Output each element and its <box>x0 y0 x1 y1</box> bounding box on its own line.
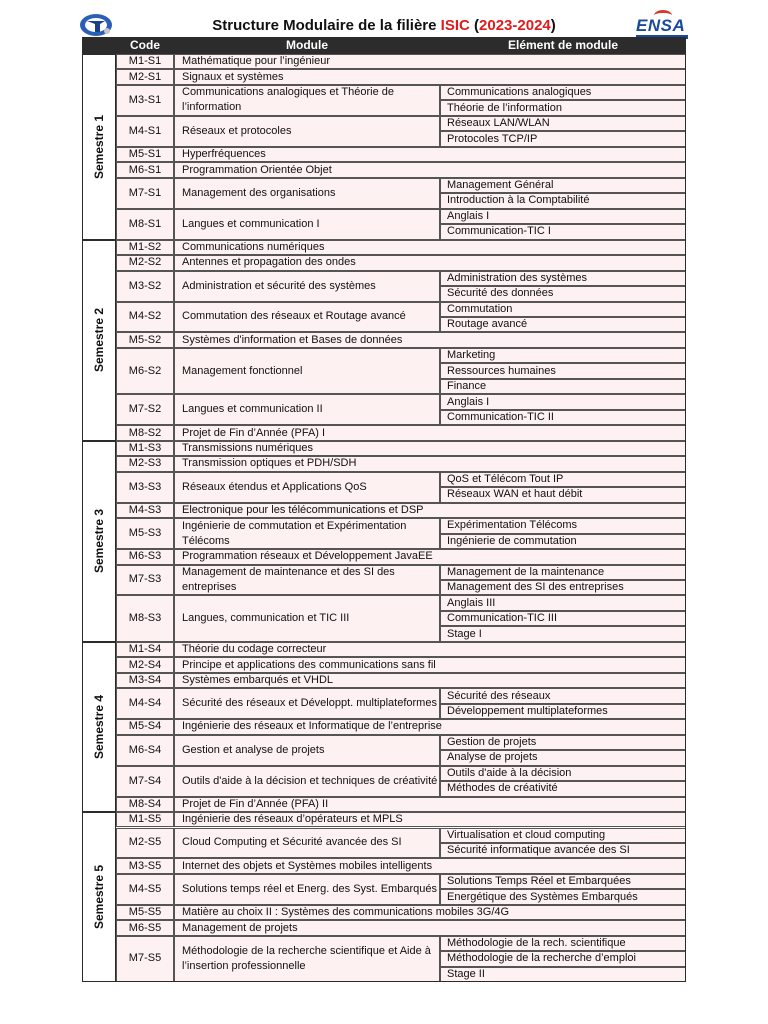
module-name-cell: Méthodologie de la recherche scientifique et Aide à l’insertion professionnelle <box>174 936 440 982</box>
module-code-cell: M1-S2 <box>116 240 174 255</box>
module-code-cell: M4-S2 <box>116 302 174 333</box>
module-name-cell: Communications analogiques et Théorie de l’information <box>174 85 440 116</box>
module-code-cell: M2-S4 <box>116 657 174 672</box>
module-element-cell: Communications analogiques <box>440 85 686 100</box>
module-name-cell: Internet des objets et Systèmes mobiles intelligents <box>174 858 686 873</box>
module-element-cell: Solutions Temps Réel et Embarquées <box>440 874 686 889</box>
module-element-cell: Administration des systèmes <box>440 271 686 286</box>
table-header-row <box>82 37 686 54</box>
module-element-cell: Développement multiplateformes <box>440 704 686 719</box>
module-element-cell: Méthodologie de la recherche d’emploi <box>440 951 686 966</box>
module-element-cell: Routage avancé <box>440 317 686 332</box>
module-name-cell: Matière au choix II : Systèmes des communications mobiles 3G/4G <box>174 905 686 920</box>
page-header <box>0 8 768 40</box>
module-element-cell: Marketing <box>440 348 686 363</box>
semester-label: Semestre 1 <box>92 114 106 179</box>
module-code-cell: M5-S3 <box>116 518 174 549</box>
module-name-cell: Langues et communication II <box>174 394 440 425</box>
module-name-cell: Commutation des réseaux et Routage avancé <box>174 302 440 333</box>
module-name-cell: Management fonctionnel <box>174 348 440 394</box>
semester-label: Semestre 2 <box>92 308 106 373</box>
module-element-cell: Réseaux LAN/WLAN <box>440 116 686 131</box>
module-name-cell: Programmation réseaux et Développement JavaEE <box>174 549 686 564</box>
module-element-cell: Sécurité des réseaux <box>440 688 686 703</box>
module-code-cell: M1-S5 <box>116 812 174 827</box>
module-name-cell: Communications numériques <box>174 240 686 255</box>
module-code-cell: M3-S5 <box>116 858 174 873</box>
module-name-cell: Langues et communication I <box>174 209 440 240</box>
module-name-cell: Programmation Orientée Objet <box>174 162 686 177</box>
title-program: ISIC <box>440 17 470 34</box>
module-code-cell: M5-S4 <box>116 719 174 734</box>
semester-label-cell <box>82 54 116 240</box>
module-element-cell: Sécurité des données <box>440 286 686 301</box>
module-element-cell: Protocoles TCP/IP <box>440 131 686 146</box>
module-name-cell: Systèmes embarqués et VHDL <box>174 673 686 688</box>
module-name-cell: Réseaux et protocoles <box>174 116 440 147</box>
module-name-cell: Transmissions numériques <box>174 441 686 456</box>
column-header-element: Elément de module <box>507 38 619 52</box>
semester-label: Semestre 4 <box>92 694 106 759</box>
semester-label: Semestre 5 <box>92 865 106 930</box>
module-name-cell: Langues, communication et TIC III <box>174 595 440 641</box>
module-code-cell: M1-S4 <box>116 642 174 657</box>
module-name-cell: Mathématique pour l’ingénieur <box>174 54 686 69</box>
module-code-cell: M7-S4 <box>116 766 174 797</box>
module-element-cell: Management Général <box>440 178 686 193</box>
module-code-cell: M5-S1 <box>116 147 174 162</box>
semester-label: Semestre 3 <box>92 509 106 574</box>
module-name-cell: Solutions temps réel et Energ. des Syst. Embarqués <box>174 874 440 905</box>
semester-label-cell <box>82 812 116 982</box>
column-header-module: Module <box>286 38 328 52</box>
module-element-cell: Communication-TIC III <box>440 611 686 626</box>
module-name-cell: Principe et applications des communications sans fil <box>174 657 686 672</box>
module-code-cell: M7-S3 <box>116 565 174 596</box>
module-code-cell: M2-S3 <box>116 456 174 471</box>
module-name-cell: Outils d'aide à la décision et techniques de créativité <box>174 766 440 797</box>
module-element-cell: Management de la maintenance <box>440 565 686 580</box>
module-element-cell: Anglais III <box>440 595 686 610</box>
module-code-cell: M6-S2 <box>116 348 174 394</box>
module-code-cell: M8-S4 <box>116 797 174 812</box>
title-text: Structure Modulaire de la filière <box>212 17 441 34</box>
module-name-cell: Gestion et analyse de projets <box>174 735 440 766</box>
module-element-cell: Energétique des Systèmes Embarqués <box>440 889 686 904</box>
module-element-cell: Analyse de projets <box>440 750 686 765</box>
module-code-cell: M6-S4 <box>116 735 174 766</box>
module-code-cell: M7-S2 <box>116 394 174 425</box>
module-name-cell: Ingénierie des réseaux d’opérateurs et MPLS <box>174 812 686 827</box>
module-element-cell: Anglais I <box>440 394 686 409</box>
module-element-cell: Finance <box>440 379 686 394</box>
module-name-cell: Sécurité des réseaux et Développt. multiplateformes <box>174 688 440 719</box>
column-header-code: Code <box>130 38 160 52</box>
module-element-cell: Introduction à la Comptabilité <box>440 193 686 208</box>
semester-label-cell <box>82 642 116 812</box>
module-element-cell: Ingénierie de commutation <box>440 534 686 549</box>
module-code-cell: M2-S2 <box>116 255 174 270</box>
module-code-cell: M1-S1 <box>116 54 174 69</box>
module-name-cell: Administration et sécurité des systèmes <box>174 271 440 302</box>
module-name-cell: Transmission optiques et PDH/SDH <box>174 456 686 471</box>
module-name-cell: Cloud Computing et Sécurité avancée des SI <box>174 828 440 859</box>
module-name-cell: Réseaux étendus et Applications QoS <box>174 472 440 503</box>
module-element-cell: Méthodes de créativité <box>440 781 686 796</box>
module-code-cell: M5-S2 <box>116 332 174 347</box>
module-name-cell: Management de maintenance et des SI des entreprises <box>174 565 440 596</box>
title-paren-close: ) <box>550 17 556 34</box>
module-code-cell: M6-S5 <box>116 920 174 935</box>
module-name-cell: Projet de Fin d’Année (PFA) I <box>174 425 686 440</box>
module-element-cell: Expérimentation Télécoms <box>440 518 686 533</box>
module-code-cell: M4-S4 <box>116 688 174 719</box>
module-element-cell: Réseaux WAN et haut débit <box>440 487 686 502</box>
module-code-cell: M8-S2 <box>116 425 174 440</box>
module-code-cell: M6-S3 <box>116 549 174 564</box>
module-name-cell: Projet de Fin d’Année (PFA) II <box>174 797 686 812</box>
module-name-cell: Management des organisations <box>174 178 440 209</box>
module-element-cell: Communication-TIC I <box>440 224 686 239</box>
module-name-cell: Antennes et propagation des ondes <box>174 255 686 270</box>
module-code-cell: M7-S5 <box>116 936 174 982</box>
module-code-cell: M7-S1 <box>116 178 174 209</box>
module-name-cell: Théorie du codage correcteur <box>174 642 686 657</box>
semester-label-cell <box>82 240 116 441</box>
module-element-cell: Théorie de l’information <box>440 100 686 115</box>
module-code-cell: M4-S3 <box>116 503 174 518</box>
module-element-cell: Management des SI des entreprises <box>440 580 686 595</box>
module-code-cell: M1-S3 <box>116 441 174 456</box>
module-code-cell: M5-S5 <box>116 905 174 920</box>
module-element-cell: Stage II <box>440 967 686 982</box>
module-code-cell: M8-S1 <box>116 209 174 240</box>
module-code-cell: M8-S3 <box>116 595 174 641</box>
module-name-cell: Electronique pour les télécommunications et DSP <box>174 503 686 518</box>
module-code-cell: M4-S5 <box>116 874 174 905</box>
module-code-cell: M6-S1 <box>116 162 174 177</box>
module-element-cell: Anglais I <box>440 209 686 224</box>
module-code-cell: M4-S1 <box>116 116 174 147</box>
module-code-cell: M3-S3 <box>116 472 174 503</box>
module-name-cell: Ingénierie des réseaux et Informatique de l’entreprise <box>174 719 686 734</box>
title-paren-open: ( <box>469 17 480 34</box>
semester-label-cell <box>82 441 116 642</box>
module-name-cell: Management de projets <box>174 920 686 935</box>
module-code-cell: M3-S2 <box>116 271 174 302</box>
module-element-cell: Communication-TIC II <box>440 410 686 425</box>
module-code-cell: M3-S1 <box>116 85 174 116</box>
module-code-cell: M2-S5 <box>116 828 174 859</box>
title-years: 2023-2024 <box>479 17 551 34</box>
module-name-cell: Systèmes d'information et Bases de données <box>174 332 686 347</box>
module-element-cell: Commutation <box>440 302 686 317</box>
module-element-cell: Sécurité informatique avancée des SI <box>440 843 686 858</box>
module-element-cell: Outils d'aide à la décision <box>440 766 686 781</box>
module-code-cell: M2-S1 <box>116 69 174 84</box>
module-code-cell: M3-S4 <box>116 673 174 688</box>
module-element-cell: Gestion de projets <box>440 735 686 750</box>
module-element-cell: Virtualisation et cloud computing <box>440 828 686 843</box>
modules-table <box>82 37 686 982</box>
module-element-cell: QoS et Télécom Tout IP <box>440 472 686 487</box>
ensa-logo-text: ENSA <box>636 16 686 35</box>
module-element-cell: Ressources humaines <box>440 363 686 378</box>
module-name-cell: Signaux et systèmes <box>174 69 686 84</box>
module-element-cell: Méthodologie de la rech. scientifique <box>440 936 686 951</box>
module-name-cell: Ingénierie de commutation et Expérimentation Télécoms <box>174 518 440 549</box>
module-element-cell: Stage I <box>440 626 686 641</box>
module-name-cell: Hyperfréquences <box>174 147 686 162</box>
